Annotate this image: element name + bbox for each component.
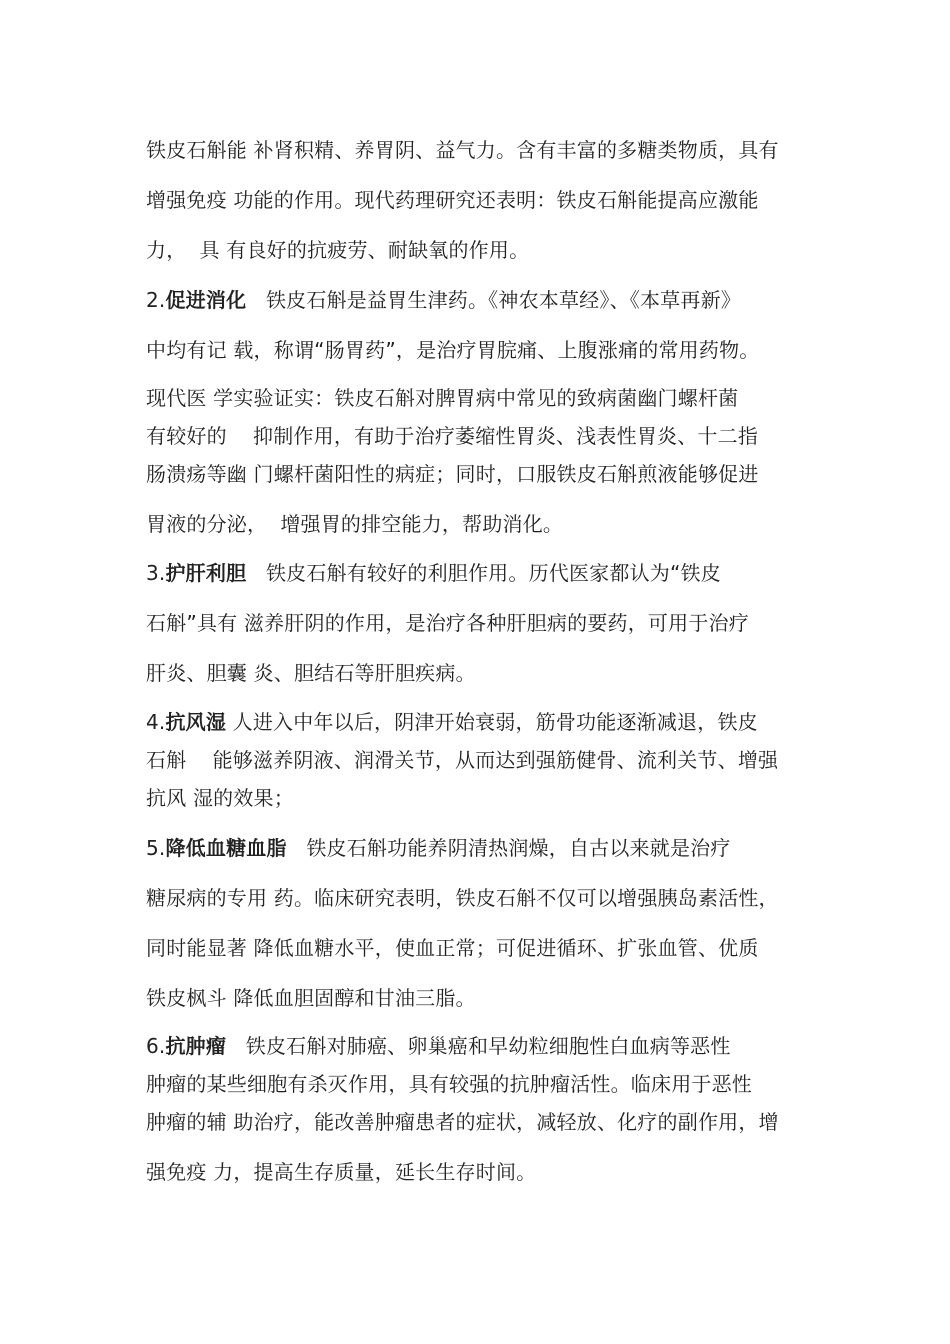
section-number: 2. xyxy=(146,288,166,312)
section-number: 4. xyxy=(146,710,166,734)
section-4-line: 石斛 能够滋养阴液、润滑关节，从而达到强筋健骨、流利关节、增强 xyxy=(146,748,779,772)
intro-line: 铁皮石斛能 补肾积精、养胃阴、益气力。含有丰富的多糖类物质，具有 xyxy=(146,138,779,162)
section-number: 6. xyxy=(146,1034,166,1058)
section-heading: 抗风湿 xyxy=(165,710,227,734)
section-heading: 抗肿瘤 xyxy=(165,1034,227,1058)
section-5-first-line xyxy=(146,836,731,860)
section-3-line: 石斛”具有 滋养肝阴的作用，是治疗各种肝胆病的要药，可用于治疗 xyxy=(146,611,749,635)
section-3-first-line xyxy=(146,561,721,585)
section-3-line: 肝炎、胆囊 炎、胆结石等肝胆疾病。 xyxy=(146,661,476,685)
section-6-first-line xyxy=(146,1034,731,1058)
section-text: 人进入中年以后，阴津开始衰弱，筋骨功能逐渐减退，铁皮 xyxy=(226,710,758,734)
section-2-first-line xyxy=(146,288,741,312)
section-text: 铁皮石斛是益胃生津药。《神农本草经》、《本草再新》 xyxy=(246,288,741,312)
section-text: 铁皮石斛对肺癌、卵巢癌和早幼粒细胞性白血病等恶性 xyxy=(226,1034,731,1058)
section-number: 5. xyxy=(146,836,166,860)
section-2-line: 中均有记 载，称谓“肠胃药”，是治疗胃脘痛、上腹涨痛的常用药物。 xyxy=(146,338,760,362)
section-2-line: 现代医 学实验证实：铁皮石斛对脾胃病中常见的致病菌幽门螺杆菌 xyxy=(146,386,739,410)
section-2-line: 肠溃疡等幽 门螺杆菌阳性的病症；同时，口服铁皮石斛煎液能够促进 xyxy=(146,462,759,486)
section-5-line: 铁皮枫斗 降低血胆固醇和甘油三脂。 xyxy=(146,986,476,1010)
intro-line: 力， 具 有良好的抗疲劳、耐缺氧的作用。 xyxy=(146,238,530,262)
section-6-line: 肿瘤的辅 助治疗，能改善肿瘤患者的症状，减轻放、化疗的副作用，增 xyxy=(146,1110,779,1134)
section-5-line: 糖尿病的专用 药。临床研究表明，铁皮石斛不仅可以增强胰岛素活性， xyxy=(146,886,779,910)
section-heading: 促进消化 xyxy=(165,288,247,312)
section-text: 铁皮石斛功能养阴清热润燥，自古以来就是治疗 xyxy=(286,836,731,860)
section-4-first-line xyxy=(146,710,758,734)
section-2-line: 有较好的 抑制作用，有助于治疗萎缩性胃炎、浅表性胃炎、十二指 xyxy=(146,424,759,448)
section-4-line: 抗风 湿的效果； xyxy=(146,786,294,810)
section-heading: 护肝利胆 xyxy=(165,561,247,585)
section-6-line: 强免疫 力，提高生存质量，延长生存时间。 xyxy=(146,1160,537,1184)
section-5-line: 同时能显著 降低血糖水平，使血正常；可促进循环、扩张血管、优质 xyxy=(146,936,759,960)
section-6-line: 肿瘤的某些细胞有杀灭作用，具有较强的抗肿瘤活性。临床用于恶性 xyxy=(146,1072,752,1096)
section-number: 3. xyxy=(146,561,166,585)
section-2-line: 胃液的分泌， 增强胃的排空能力，帮助消化。 xyxy=(146,512,564,536)
section-heading: 降低血糖血脂 xyxy=(165,836,287,860)
intro-line: 增强免疫 功能的作用。现代药理研究还表明：铁皮石斛能提高应激能 xyxy=(146,188,759,212)
section-text: 铁皮石斛有较好的利胆作用。历代医家都认为“铁皮 xyxy=(246,561,721,585)
